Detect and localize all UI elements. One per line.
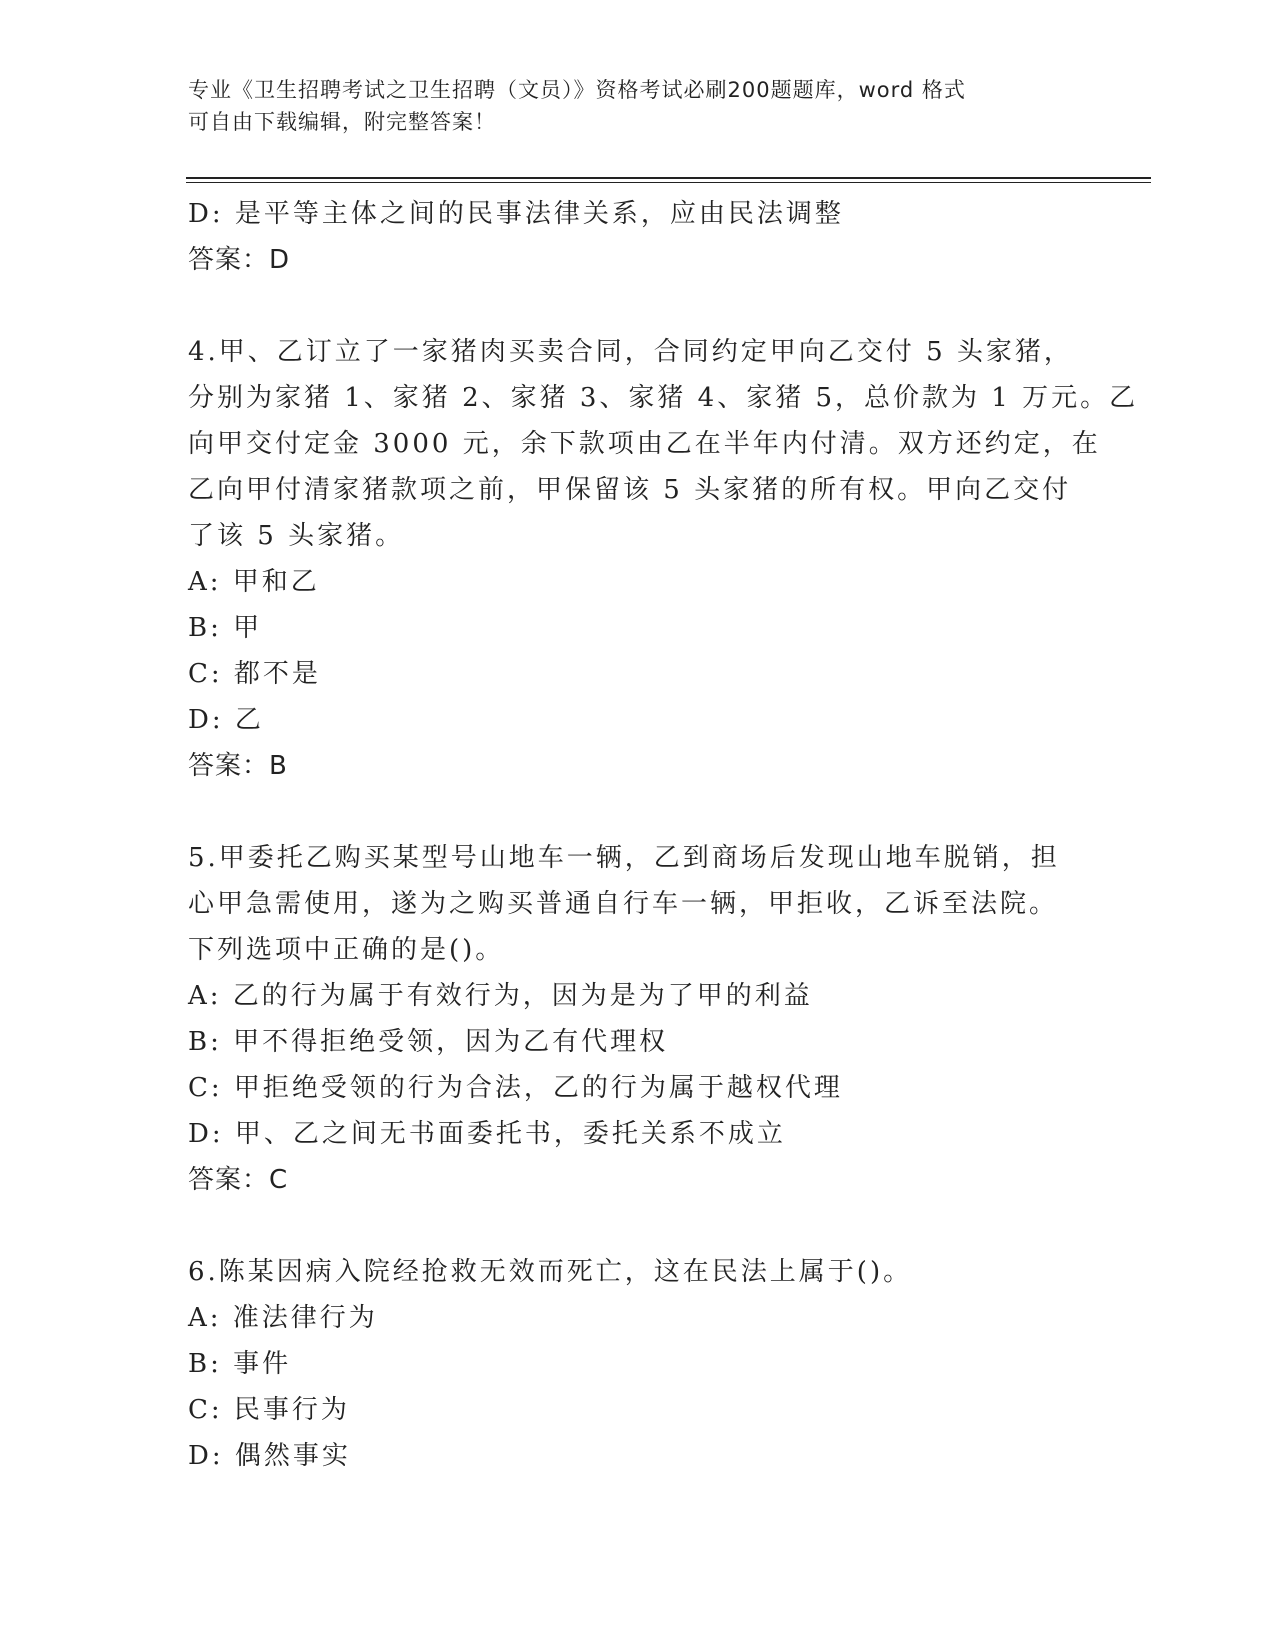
header-line-2: 可自由下载编辑，附完整答案！ <box>188 110 496 134</box>
q5-stem-line: 5.甲委托乙购买某型号山地车一辆，乙到商场后发现山地车脱销，担 <box>188 843 1060 873</box>
document-header <box>188 74 1088 138</box>
q4-stem-line: 向甲交付定金 3000 元，余下款项由乙在半年内付清。双方还约定，在 <box>188 429 1101 459</box>
q4-stem-line: 了该 5 头家猪。 <box>188 521 405 551</box>
q5-stem-line: 心甲急需使用，遂为之购买普通自行车一辆，甲拒收，乙诉至法院。 <box>188 889 1059 919</box>
header-divider-thick <box>186 177 1151 179</box>
header-line-1: 专业《卫生招聘考试之卫生招聘（文员）》资格考试必刷200题题库，word 格式 <box>188 78 966 102</box>
q4-option-c: C: 都不是 <box>188 659 321 689</box>
q5-stem-line: 下列选项中正确的是()。 <box>188 935 505 965</box>
q6-stem-line: 6.陈某因病入院经抢救无效而死亡，这在民法上属于()。 <box>188 1257 913 1287</box>
q5-option-b: B: 甲不得拒绝受领，因为乙有代理权 <box>188 1027 669 1057</box>
q6-option-c: C: 民事行为 <box>188 1395 350 1425</box>
question-content <box>188 191 1139 1479</box>
q6-option-a: A: 准法律行为 <box>188 1303 378 1333</box>
q5-option-d: D: 甲、乙之间无书面委托书，委托关系不成立 <box>188 1119 786 1149</box>
q4-stem-line: 分别为家猪 1、家猪 2、家猪 3、家猪 4、家猪 5，总价款为 1 万元。乙 <box>188 383 1139 413</box>
q4-option-d: D: 乙 <box>188 705 264 735</box>
question-4 <box>188 329 1139 789</box>
q6-option-d: D: 偶然事实 <box>188 1441 351 1471</box>
q6-option-b: B: 事件 <box>188 1349 292 1379</box>
q4-option-a: A: 甲和乙 <box>188 567 320 597</box>
q3-answer: 答案：D <box>188 245 291 275</box>
spacer <box>188 283 1088 329</box>
question-6 <box>188 1249 1088 1479</box>
q5-option-a: A: 乙的行为属于有效行为，因为是为了甲的利益 <box>188 981 813 1011</box>
q4-stem-line: 4.甲、乙订立了一家猪肉买卖合同，合同约定甲向乙交付 5 头家猪， <box>188 337 1073 367</box>
q5-option-c: C: 甲拒绝受领的行为合法，乙的行为属于越权代理 <box>188 1073 843 1103</box>
q3-option-d: D: 是平等主体之间的民事法律关系，应由民法调整 <box>188 199 844 229</box>
spacer <box>188 789 1088 835</box>
question-5 <box>188 835 1088 1203</box>
q5-answer: 答案：C <box>188 1165 289 1195</box>
spacer <box>188 1203 1088 1249</box>
header-divider-thin <box>186 182 1151 183</box>
q4-stem-line: 乙向甲付清家猪款项之前，甲保留该 5 头家猪的所有权。甲向乙交付 <box>188 475 1072 505</box>
q4-option-b: B: 甲 <box>188 613 263 643</box>
q4-answer: 答案：B <box>188 751 288 781</box>
